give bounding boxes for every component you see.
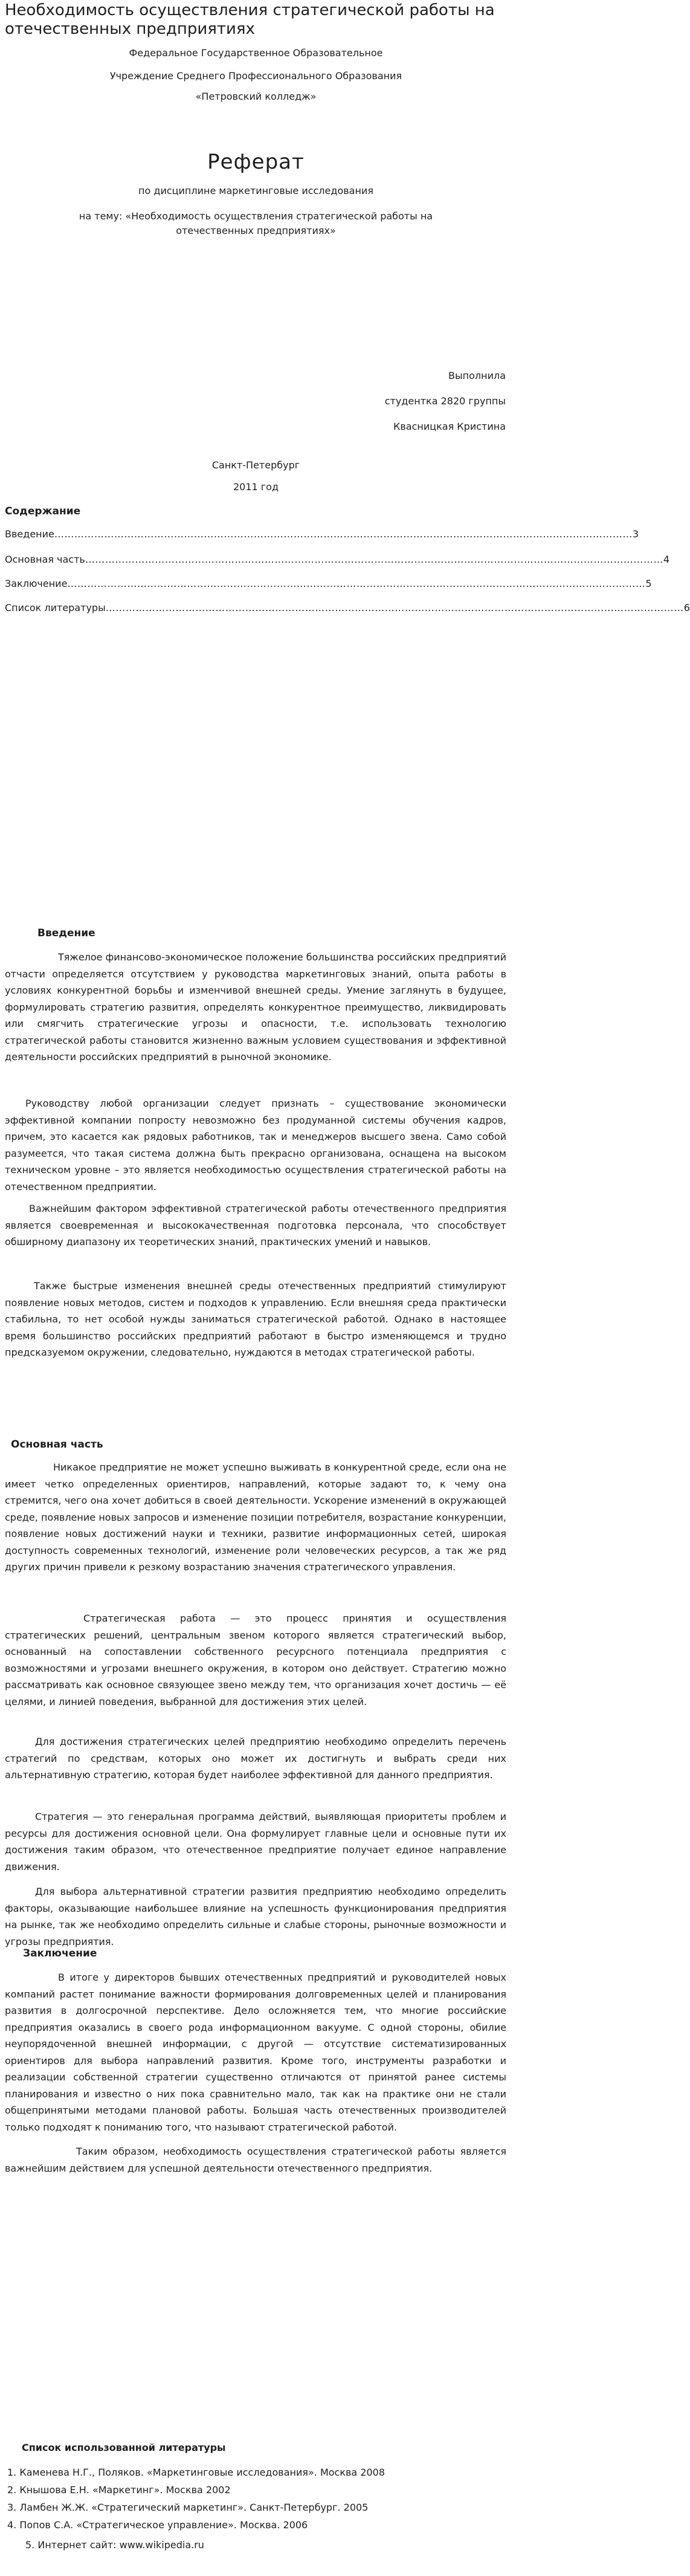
year: 2011 год bbox=[233, 481, 279, 493]
toc-leader: ………………………………………………………………………………………………………………………………………………………… bbox=[67, 578, 646, 589]
conclusion-paragraph: Таким образом, необходимость осуществления стратегической работы является важнейшим действием для успешной деятельности отечественного предприятия. bbox=[5, 2146, 506, 2174]
literature-item: 3. Ламбен Ж.Ж. «Стратегический маркетинг». Санкт-Петербург. 2005 bbox=[7, 2502, 369, 2513]
author-label: Выполнила bbox=[448, 370, 506, 381]
toc-item-label: Заключение bbox=[5, 578, 68, 589]
intro-paragraph: Важнейшим фактором эффективной стратегической работы отечественного предприятия является своевременная и высококачественная подготовка персонала, что способствует обширному диапазону их теоретических знаний, практических умений и навыков. bbox=[5, 1203, 506, 1248]
main-paragraph: Стратегия — это генеральная программа действий, выявляющая приоритеты проблем и ресурсы для достижения основной цели. Она формулирует главные цели и основные пути их достижения таким образом, что отечественное предприятие получает единое направление движения. bbox=[5, 1811, 506, 1872]
literature-item: 1. Каменева Н.Г., Поляков. «Маркетинговые исследования». Москва 2008 bbox=[7, 2467, 385, 2478]
essay-word: Реферат bbox=[207, 150, 305, 174]
conclusion-paragraph: В итоге у директоров бывших отечественных предприятий и руководителей новых компаний растет понимание важности формирования долговременных целей и планирования развития в долгосрочной перспективе. Дело осложняется тем, что многие российские предприятия оказались в своего рода информационном вакууме. С одной стороны, обилие неупорядоченной внешней информации, с другой — отсутствие систематизированных ориентиров для выбора направлений развития. Кроме того, инструменты разработки и реализации собственной стратегии существенно отличаются от принятой ранее системы планирования и известно о них пока сравнительно мало, так как на практике они не стали общепринятыми методами плановой работы. Большая часть отечественных производителей только подходят к пониманию того, что называют стратегической работой. bbox=[5, 1972, 506, 2133]
toc-item-page: 4 bbox=[663, 554, 670, 565]
main-paragraph: Никакое предприятие не может успешно выживать в конкурентной среде, если она не имеет четко определенных ориентиров, направлений, которые задают то, к чему она стремится, чего она хочет добиться в своей деятельности. Ускорение изменений в окружающей среде, появление новых запросов и изменение позиции потребителя, возрастание конкуренции, появление новых достижений науки и техники, развитие информационных сетей, широкая доступность современных технологий, изменение роли человеческих ресурсов, а так же ряд других причин привели к резкому возрастанию значения стратегического управления. bbox=[5, 1461, 506, 1573]
toc-item-page: 3 bbox=[632, 528, 639, 540]
topic-line-1: на тему: «Необходимость осуществления стратегической работы на bbox=[79, 210, 433, 222]
toc-item-label: Список литературы bbox=[5, 602, 106, 613]
intro-paragraph: Тяжелое финансово-экономическое положение большинства российских предприятий отчасти определяется отсутствием у руководства маркетинговых знаний, опыта работы в условиях конкурентной борьбы и изменчивой внешней среды. Умение заглянуть в будущее, формулировать стратегию развития, определять конкурентное преимущество, ликвидировать или смягчить стратегические угрозы и опасности, т.е. использовать технологию стратегической работы становится жизненно важным условием существования и эффективной деятельности российских предприятий в рыночной экономике. bbox=[5, 951, 507, 1063]
org-line-2: Учреждение Среднего Профессионального Образования bbox=[109, 70, 402, 82]
toc-heading: Содержание bbox=[5, 505, 81, 517]
city: Санкт-Петербург bbox=[211, 459, 300, 471]
topic-line-2: отечественных предприятиях» bbox=[176, 225, 336, 236]
main-paragraph: Для достижения стратегических целей предприятию необходимо определить перечень стратегий по средствам, которых оно может их достигнуть и выбрать среди них альтернативную стратегию, которая будет наиболее эффективной для данного предприятия. bbox=[5, 1736, 506, 1781]
main-paragraph: Для выбора альтернативной стратегии развития предприятию необходимо определить факторы, оказывающие наибольшее влияние на успешность функционирования предприятия на рынке, так же необходимо определить сильные и слабые стороны, рыночные возможности и угрозы предприятия. bbox=[5, 1886, 506, 1947]
author-group: студентка 2820 группы bbox=[384, 395, 506, 407]
toc-item-page: 5 bbox=[645, 578, 652, 589]
literature-item: 5. Интернет сайт: www.wikipedia.ru bbox=[25, 2539, 204, 2551]
literature-item: 2. Кнышова Е.Н. «Маркетинг». Москва 2002 bbox=[7, 2484, 231, 2496]
literature-list bbox=[7, 2464, 509, 2554]
main-paragraph: Стратегическая работа — это процесс принятия и осуществления стратегических решений, центральным звеном которого является стратегический выбор, основанный на сопоставлении собственного ресурсного потенциала предприятия с возможностями и угрозами внешнего окружения, в котором оно действует. Стратегию можно рассматривать как основное связующее звено между тем, что организация хочет достичь — её целями, и линией поведения, выбранной для достижения этих целей. bbox=[5, 1613, 506, 1707]
intro-paragraph: Также быстрые изменения внешней среды отечественных предприятий стимулируют появление новых методов, систем и подходов к управлению. Если внешняя среда практически стабильна, то нет особой нужды заниматься стратегической работой. Однако в настоящее время большинство российских предприятий работают в быстро изменяющемся и трудно предсказуемом окружении, следовательно, нуждаются в методах стратегической работы. bbox=[5, 1280, 506, 1358]
toc-item-label: Основная часть bbox=[5, 554, 85, 565]
toc-item-page: 6 bbox=[683, 602, 690, 613]
literature-heading: Список использованной литературы bbox=[22, 2442, 226, 2453]
document-title: Необходимость осуществления стратегической работы на отечественных предприятиях bbox=[5, 1, 495, 38]
literature-item: 4. Попов С.А. «Стратегическое управление». Москва. 2006 bbox=[7, 2519, 308, 2531]
toc-item bbox=[5, 602, 690, 613]
toc-leader: ………………………………………………………………………………………………………………………………………………………… bbox=[105, 602, 684, 613]
intro-paragraph: Руководству любой организации следует признать – существование экономически эффективной компании попросту невозможно без продуманной системы обучения кадров, причем, это касается как рядовых работников, так и менеджеров высшего звена. Само собой разумеется, что такая система должна быть прекрасно организована, оснащена на высоком техническом уровне – это является необходимостью осуществления стратегической работы на отечественном предприятии. bbox=[5, 1098, 506, 1193]
author-name: Квасницкая Кристина bbox=[393, 421, 506, 432]
main-heading: Основная часть bbox=[11, 1438, 103, 1451]
toc-item-label: Введение bbox=[5, 528, 54, 540]
org-line-1: Федеральное Государственное Образовательное bbox=[129, 47, 383, 59]
toc-leader: ………………………………………………………………………………………………………………………………………………………… bbox=[85, 554, 663, 565]
toc-leader: ………………………………………………………………………………………………………………………………………………………… bbox=[54, 528, 633, 540]
intro-heading: Введение bbox=[37, 927, 95, 939]
org-line-3: «Петровский колледж» bbox=[195, 91, 317, 102]
conclusion-heading: Заключение bbox=[23, 1947, 97, 1960]
toc-item bbox=[5, 554, 670, 565]
discipline-line: по дисциплине маркетинговые исследования bbox=[138, 185, 373, 196]
toc-item bbox=[5, 528, 639, 540]
toc-item bbox=[5, 578, 652, 589]
